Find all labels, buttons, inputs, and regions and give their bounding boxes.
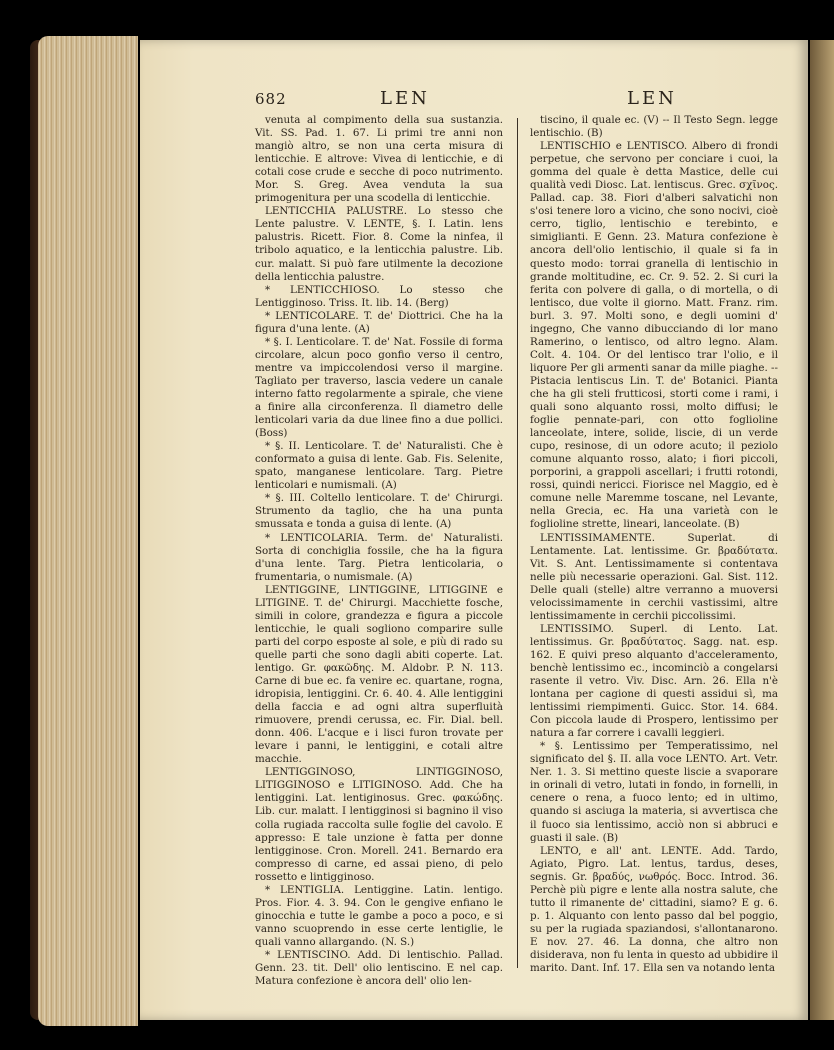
left-column: [255, 114, 503, 988]
entry-paragraph: LENTISSIMAMENTE. Superlat. di Lentamente. Lat. lentissime. Gr. βραδύτατα. Vit. S. Ant. Lentissimamente si contentava nelle più necessarie operazioni. Gal. Sist. 112. Delle quali (stelle) altre verranno a muoversi velocissimamente in cerchii vastissimi, altre lentissimamente in cerchii piccolissimi.: [530, 531, 778, 622]
entry-paragraph: * §. Lentissimo per Temperatissimo, nel significato del §. II. alla voce LENTO. Art. Vetr. Ner. 1. 3. Si mettino queste liscie a svaporare in orinali di vetro, lutati in fondo, in fornelli, in cenere o rena, a fuoco lento; ed in ultimo, quando si asciuga la materia, si avvertisca che il fuoco sia lentissimo, acciò non si abbruci e guasti il sale. (B): [530, 740, 778, 844]
entry-paragraph: LENTO, e all' ant. LENTE. Add. Tardo, Agiato, Pigro. Lat. lentus, tardus, deses, segnis. Gr. βραδύς, νωθρός. Bocc. Introd. 36. Perchè più pigre e lente alla nostra salute, che tutto il rimanente de' cittadini, siamo? E g. 6. p. 1. Alquanto con lento passo dal bel poggio, su per la rugiada spaziandosi, s'allontanarono. E nov. 27. 46. La donna, che altro non disiderava, non fu lenta in questo ad ubbidire il marito. Dant. Inf. 17. Ella sen va notando lenta: [530, 844, 779, 975]
entry-paragraph: * LENTICOLARIA. Term. de' Naturalisti. Sorta di conchiglia fossile, che ha la figura d'una lente. Targ. Pietra lenticolaria, o frumentaria, o numismale. (A): [255, 531, 503, 583]
entry-paragraph: LENTICCHIA PALUSTRE. Lo stesso che Lente palustre. V. LENTE, §. I. Latin. lens palustris. Ricett. Fior. 8. Come la ninfea, il tribolo aquatico, e la lenticchia palustre. Lib. cur. malatt. Si può fare utilmente la decozione della lenticchia palustre.: [255, 205, 503, 283]
facing-page-edge: [810, 40, 834, 1020]
right-column: [530, 114, 778, 975]
entry-paragraph: tiscino, il quale ec. (V) -- Il Testo Segn. legge lentischio. (B): [530, 114, 778, 140]
entry-paragraph: LENTIGGINOSO, LINTIGGINOSO, LITIGGINOSO e LITIGINOSO. Add. Che ha lentiggini. Lat. lentiginosus. Grec. φακώδης. Lib. cur. malatt. I lentigginosi si bagnino il viso colla rugiada raccolta sulle foglie del cavolo. E appresso: E tale unzione è fatta per donne lentigginose. Cron. Morell. 241. Bernardo era compresso di carne, ed assai pieno, di pelo rossetto e lintigginoso.: [255, 766, 503, 883]
entry-paragraph: * LENTICOLARE. T. de' Diottrici. Che ha la figura d'una lente. (A): [255, 309, 503, 335]
running-head-left: LEN: [380, 88, 430, 109]
entry-paragraph: LENTISCHIO e LENTISCO. Albero di frondi perpetue, che servono per conciare i cuoi, la gomma del quale è detta Mastice, delle cui qualità vedi Diosc. Lat. lentiscus. Grec. σχῖνος. Pallad. cap. 38. Fiori d'alberi salvatichi non s'osi tenere loro a vicino, che sono nocivi, cioè cerro, tiglio, lentischio e terebinto, e simiglianti. E Genn. 23. Matura confezione è ancora dell'olio lentischio, il quale si fa in questo modo: torrai granella di lentischio in grande moltitudine, ec. Cr. 9. 52. 2. Si curi la ferita con polvere di galla, o di mortella, o di lentisco, due volte il giorno. Matt. Franz. rim. burl. 3. 97. Molti sono, e degli uomini d' ingegno, Che vanno dibucciando di lor mano Ramerino, o lentisco, od altro legno. Alam. Colt. 4. 104. Or del lentisco trar l'olio, e il liquore Per gli armenti sanar da mille piaghe. -- Pistacia lentiscus Lin. T. de' Botanici. Pianta che ha gli steli frutticosi, storti come i rami, i quali sono alquanto rossi, molto diffusi; le foglie pennate-pari, con otto foglioline lanceolate, intere, solide, liscie, di un verde cupo, resinose, di un odore acuto; il peziolo comune alquanto rosso, alato; i fiori piccoli, porporini, a grappoli ascellari; i frutti rotondi, rossi, quindi nericci. Fiorisce nel Maggio, ed è comune nelle Maremme toscane, nel Levante, nella Grecia, ec. Ha una varietà con le foglioline strette, lineari, lanceolate. (B): [530, 140, 779, 531]
entry-paragraph: * LENTIGLIA. Lentiggine. Latin. lentigo. Pros. Fior. 4. 3. 94. Con le gengive enfiano le ginocchia e tutte le gambe a poco a poco, e si vanno scuoprendo in esse certe lentiglie, le quali vanno allargando. (N. S.): [255, 883, 503, 948]
running-head-right: LEN: [627, 88, 677, 109]
entry-paragraph: * LENTICCHIOSO. Lo stesso che Lentigginoso. Triss. It. lib. 14. (Berg): [255, 283, 503, 309]
entry-paragraph: * LENTISCINO. Add. Di lentischio. Pallad. Genn. 23. tit. Dell' olio lentiscino. E nel cap. Matura confezione è ancora dell' olio len-: [255, 949, 503, 988]
entry-paragraph: LENTIGGINE, LINTIGGINE, LITIGGINE e LITIGINE. T. de' Chirurgi. Macchiette fosche, simili in colore, grandezza e figura a piccole lenticchie, le quali sogliono comparire sulle parti del corpo esposte al sole, e più di rado su quelle parti che sono dagli abiti coperte. Lat. lentigo. Gr. φακῶδης. M. Aldobr. P. N. 113. Carne di bue ec. fa venire ec. quartane, rogna, idropisia, lentiggini. Cr. 6. 40. 4. Alle lentiggini della faccia e ad ogni altra superfluità rimuovere, prendi cerussa, ec. Fir. Dial. bell. donn. 406. L'acque e i lisci furon trovate per levare i panni, le lentiggini, e cotali altre macchie.: [255, 583, 503, 766]
page-edges: [38, 36, 138, 1026]
entry-paragraph: * §. III. Coltello lenticolare. T. de' Chirurgi. Strumento da taglio, che ha una punta smussata e tonda a guisa di lente. (A): [255, 492, 503, 531]
column-divider: [517, 118, 518, 968]
entry-paragraph: * §. I. Lenticolare. T. de' Nat. Fossile di forma circolare, alcun poco gonfio verso il centro, mentre va impiccolendosi verso il margine. Tagliato per traverso, lascia vedere un canale interno fatto regolarmente a spirale, che viene a finire alla circonferenza. Il diametro delle lenticolari varia da due linee fino a due pollici. (Boss): [255, 335, 503, 440]
entry-paragraph: LENTISSIMO. Superl. di Lento. Lat. lentissimus. Gr. βραδύτατος. Sagg. nat. esp. 162. E quivi preso alquanto d'acceleramento, benchè lentissimo ec., incominciò a congelarsi rasente il vetro. Viv. Disc. Arn. 26. Ella n'è lontana per cagione di questi assidui sì, ma lentissimi riempimenti. Guicc. Stor. 14. 684. Con piccola laude di Prospero, lentissimo per natura a far correre i cavalli leggieri.: [530, 622, 778, 740]
entry-paragraph: venuta al compimento della sua sustanzia. Vit. SS. Pad. 1. 67. Li primi tre anni non mangiò altro, se non una certa misura di lenticchie. E altrove: Vivea di lenticchie, e di cotali cose crude e secche di poco nutrimento. Mor. S. Greg. Avea venduta la sua primogenitura per una scodella di lenticchie.: [255, 114, 503, 205]
entry-paragraph: * §. II. Lenticolare. T. de' Naturalisti. Che è conformato a guisa di lente. Gab. Fis. Selenite, spato, manganese lenticolare. Targ. Pietre lenticolari e numismali. (A): [255, 440, 503, 492]
page-number: 682: [255, 90, 287, 108]
